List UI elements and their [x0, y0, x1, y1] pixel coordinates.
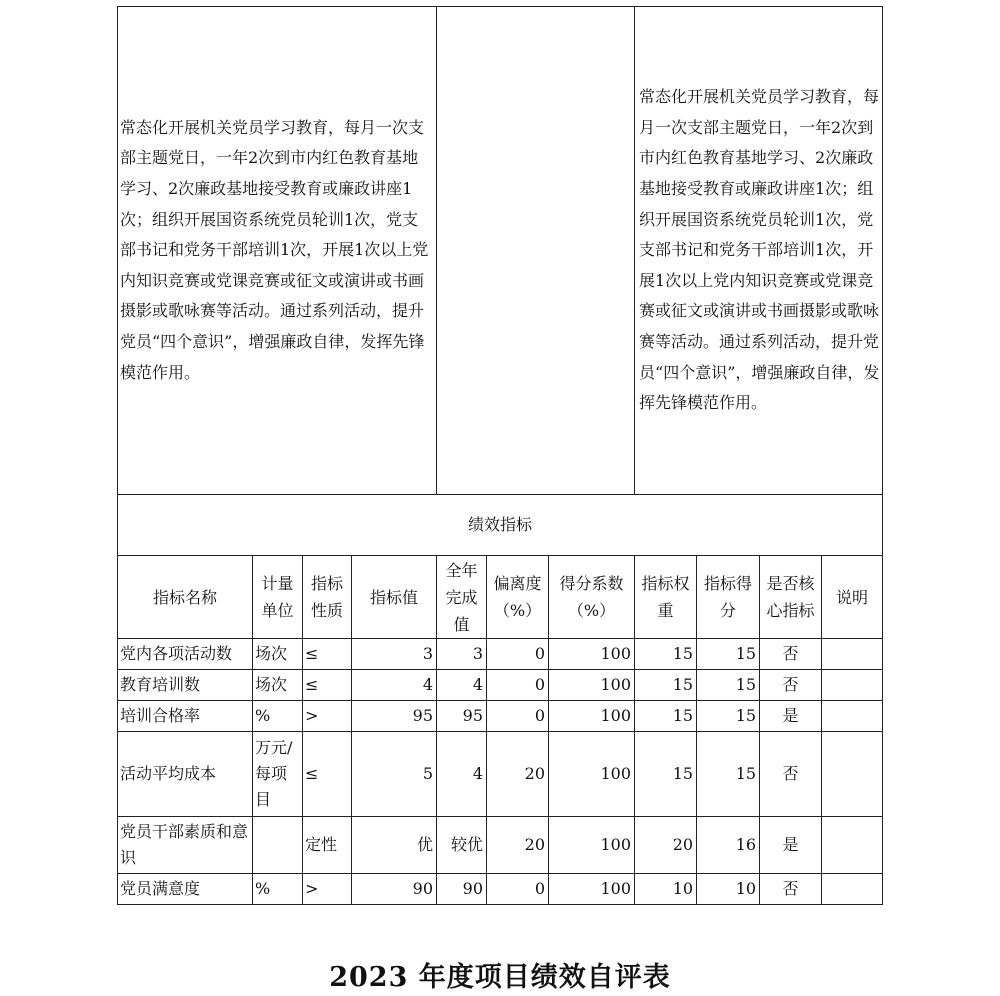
cell-core: 否	[760, 874, 822, 905]
performance-table	[117, 6, 883, 905]
cell-coef: 100	[549, 670, 635, 701]
goal-description-row	[118, 7, 883, 495]
cell-core: 否	[760, 670, 822, 701]
cell-weight: 10	[635, 874, 697, 905]
cell-actual: 4	[437, 670, 487, 701]
cell-deviation: 0	[487, 639, 549, 670]
header-weight: 指标权重	[635, 556, 697, 639]
cell-name: 教育培训数	[118, 670, 253, 701]
cell-target: 优	[352, 817, 437, 874]
cell-target: 3	[352, 639, 437, 670]
cell-name: 党内各项活动数	[118, 639, 253, 670]
cell-name: 党员满意度	[118, 874, 253, 905]
cell-target: 95	[352, 701, 437, 732]
cell-unit: 万元/每项目	[253, 732, 303, 817]
cell-coef: 100	[549, 817, 635, 874]
header-actual: 全年完成值	[437, 556, 487, 639]
cell-nature: ≤	[303, 732, 352, 817]
cell-name: 培训合格率	[118, 701, 253, 732]
table-row	[118, 639, 883, 670]
header-core: 是否核心指标	[760, 556, 822, 639]
cell-deviation: 20	[487, 817, 549, 874]
cell-core: 是	[760, 817, 822, 874]
cell-core: 是	[760, 701, 822, 732]
cell-weight: 15	[635, 701, 697, 732]
cell-name: 党员干部素质和意识	[118, 817, 253, 874]
table-row	[118, 670, 883, 701]
cell-target: 90	[352, 874, 437, 905]
goal-text-middle	[437, 7, 635, 495]
cell-deviation: 0	[487, 670, 549, 701]
cell-unit	[253, 817, 303, 874]
cell-target: 5	[352, 732, 437, 817]
table-row	[118, 874, 883, 905]
header-note: 说明	[822, 556, 883, 639]
cell-target: 4	[352, 670, 437, 701]
cell-note	[822, 874, 883, 905]
goal-text-right: 常态化开展机关党员学习教育，每月一次支部主题党日，一年2次到市内红色教育基地学习、2次廉政基地接受教育或廉政讲座1次；组织开展国资系统党员轮训1次，党支部书记和党务干部培训1次，开展1次以上党内知识竞赛或党课竞赛或征文或演讲或书画摄影或歌咏赛等活动。通过系列活动，提升党员“四个意识”，增强廉政自律，发挥先锋模范作用。	[635, 7, 883, 495]
cell-nature: ≤	[303, 639, 352, 670]
cell-deviation: 20	[487, 732, 549, 817]
cell-actual: 较优	[437, 817, 487, 874]
cell-weight: 15	[635, 639, 697, 670]
cell-weight: 15	[635, 670, 697, 701]
table-row	[118, 732, 883, 817]
cell-coef: 100	[549, 701, 635, 732]
cell-core: 否	[760, 639, 822, 670]
cell-actual: 3	[437, 639, 487, 670]
cell-score: 15	[697, 639, 760, 670]
cell-score: 15	[697, 701, 760, 732]
header-row	[118, 556, 883, 639]
cell-unit: 场次	[253, 639, 303, 670]
cell-nature: ≤	[303, 670, 352, 701]
cell-deviation: 0	[487, 701, 549, 732]
table-row	[118, 701, 883, 732]
cell-score: 10	[697, 874, 760, 905]
cell-weight: 15	[635, 732, 697, 817]
cell-coef: 100	[549, 732, 635, 817]
section-row	[118, 495, 883, 556]
cell-note	[822, 817, 883, 874]
cell-note	[822, 639, 883, 670]
cell-coef: 100	[549, 874, 635, 905]
header-coef: 得分系数（%）	[549, 556, 635, 639]
cell-nature: 定性	[303, 817, 352, 874]
cell-actual: 90	[437, 874, 487, 905]
header-target: 指标值	[352, 556, 437, 639]
cell-actual: 4	[437, 732, 487, 817]
cell-unit: %	[253, 874, 303, 905]
cell-coef: 100	[549, 639, 635, 670]
cell-note	[822, 732, 883, 817]
header-deviation: 偏离度（%）	[487, 556, 549, 639]
table-row	[118, 817, 883, 874]
section-title: 绩效指标	[118, 495, 883, 556]
cell-score: 15	[697, 670, 760, 701]
cell-score: 15	[697, 732, 760, 817]
goal-text-left: 常态化开展机关党员学习教育，每月一次支部主题党日，一年2次到市内红色教育基地学习、2次廉政基地接受教育或廉政讲座1次；组织开展国资系统党员轮训1次，党支部书记和党务干部培训1次，开展1次以上党内知识竞赛或党课竞赛或征文或演讲或书画摄影或歌咏赛等活动。通过系列活动，提升党员“四个意识”，增强廉政自律，发挥先锋模范作用。	[118, 7, 437, 495]
cell-weight: 20	[635, 817, 697, 874]
header-unit: 计量单位	[253, 556, 303, 639]
cell-name: 活动平均成本	[118, 732, 253, 817]
header-name: 指标名称	[118, 556, 253, 639]
cell-deviation: 0	[487, 874, 549, 905]
cell-score: 16	[697, 817, 760, 874]
cell-nature: >	[303, 701, 352, 732]
cell-note	[822, 701, 883, 732]
cell-nature: >	[303, 874, 352, 905]
header-score: 指标得分	[697, 556, 760, 639]
cell-unit: 场次	[253, 670, 303, 701]
cell-actual: 95	[437, 701, 487, 732]
cell-core: 否	[760, 732, 822, 817]
header-nature: 指标性质	[303, 556, 352, 639]
cell-note	[822, 670, 883, 701]
page-title: 2023 年度项目绩效自评表	[329, 962, 671, 993]
cell-unit: %	[253, 701, 303, 732]
